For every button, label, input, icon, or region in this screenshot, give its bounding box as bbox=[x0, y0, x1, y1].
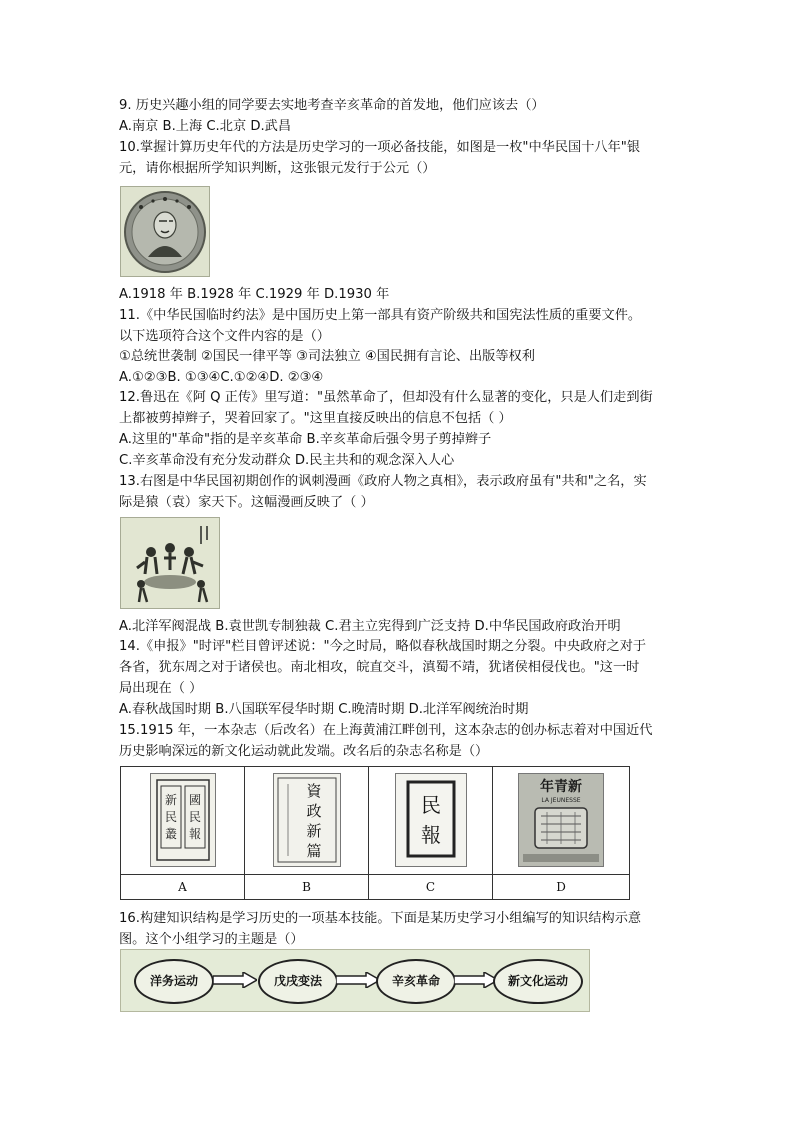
svg-text:叢: 叢 bbox=[164, 827, 177, 841]
svg-text:新: 新 bbox=[305, 822, 322, 840]
q12-stem-line2: 上都被剪掉辫子，哭着回家了。"这里直接反映出的信息不包括（ ） bbox=[119, 411, 512, 426]
magazine-cover-a bbox=[150, 773, 216, 867]
knowledge-structure-diagram bbox=[120, 949, 590, 1012]
q11-stem-line2: 以下选项符合这个文件内容的是（） bbox=[119, 329, 330, 344]
magazine-cover-d bbox=[518, 773, 604, 867]
choice-label-d: D bbox=[556, 880, 566, 894]
q13-options: A.北洋军阀混战 B.袁世凯专制独裁 C.君主立宪得到广泛支持 D.中华民国政府政治开明 bbox=[119, 619, 621, 634]
magazine-choice-a bbox=[121, 767, 245, 899]
q16-stem-line1: 16.构建知识结构是学习历史的一项基本技能。下面是某历史学习小组编写的知识结构示意 bbox=[119, 911, 642, 926]
flow-node-2: 戊戌变法 bbox=[258, 959, 338, 1004]
magazine-choice-b bbox=[245, 767, 369, 899]
choice-label-b: B bbox=[302, 880, 311, 894]
magazine-cover-c bbox=[395, 773, 467, 867]
q13-stem-line1: 13.右图是中华民国初期创作的讽刺漫画《政府人物之真相》，表示政府虽有"共和"之名，实 bbox=[119, 474, 647, 489]
q9-stem: 9. 历史兴趣小组的同学要去实地考查辛亥革命的首发地，他们应该去（） bbox=[119, 98, 545, 113]
svg-text:LA JEUNESSE: LA JEUNESSE bbox=[541, 797, 581, 804]
choice-label-a: A bbox=[178, 880, 187, 894]
svg-text:民: 民 bbox=[164, 810, 177, 824]
magazine-choices-table bbox=[120, 766, 630, 900]
q11-options: A.①②③B. ①③④C.①②④D. ②③④ bbox=[119, 370, 324, 385]
svg-text:篇: 篇 bbox=[305, 842, 322, 860]
q14-stem-line3: 局出现在（ ） bbox=[119, 681, 203, 696]
q12-options-line2: C.辛亥革命没有充分发动群众 D.民主共和的观念深入人心 bbox=[119, 453, 455, 468]
q11-items: ①总统世袭制 ②国民一律平等 ③司法独立 ④国民拥有言论、出版等权利 bbox=[119, 349, 535, 364]
flow-node-1: 洋务运动 bbox=[134, 959, 214, 1004]
q12-options-line1: A.这里的"革命"指的是辛亥革命 B.辛亥革命后强令男子剪掉辫子 bbox=[119, 432, 492, 447]
q10-stem-line2: 元，请你根据所学知识判断，这张银元发行于公元（） bbox=[119, 161, 436, 176]
q13-stem-line2: 际是猿（袁）家天下。这幅漫画反映了（ ） bbox=[119, 495, 374, 510]
q15-stem-line2: 历史影响深远的新文化运动就此发端。改名后的杂志名称是（） bbox=[119, 744, 489, 759]
flow-node-3: 辛亥革命 bbox=[376, 959, 456, 1004]
magazine-cover-b bbox=[273, 773, 341, 867]
q15-stem-line1: 15.1915 年，一本杂志（后改名）在上海黄浦江畔创刊，这本杂志的创办标志着对中国近代 bbox=[119, 723, 653, 738]
svg-text:民: 民 bbox=[188, 810, 201, 824]
q11-stem-line1: 11.《中华民国临时约法》是中国历史上第一部具有资产阶级共和国宪法性质的重要文件。 bbox=[119, 308, 642, 323]
magazine-choice-d bbox=[493, 767, 629, 899]
q14-options: A.春秋战国时期 B.八国联军侵华时期 C.晚清时期 D.北洋军阀统治时期 bbox=[119, 702, 529, 717]
svg-text:新: 新 bbox=[164, 793, 177, 807]
flow-node-4: 新文化运动 bbox=[493, 959, 583, 1004]
q14-stem-line2: 各省，犹东周之对于诸侯也。南北相攻，皖直交斗，滇蜀不靖，犹诸侯相侵伐也。"这一时 bbox=[119, 660, 640, 675]
svg-text:報: 報 bbox=[420, 823, 441, 847]
q10-stem-line1: 10.掌握计算历史年代的方法是历史学习的一项必备技能，如图是一枚"中华民国十八年"银 bbox=[119, 140, 641, 155]
arrow-right-icon bbox=[213, 972, 257, 988]
svg-text:報: 報 bbox=[188, 827, 201, 841]
svg-text:政: 政 bbox=[305, 802, 322, 820]
q10-options: A.1918 年 B.1928 年 C.1929 年 D.1930 年 bbox=[119, 287, 390, 302]
q14-stem-line1: 14.《申报》"时评"栏目曾评述说："今之时局，略似春秋战国时期之分裂。中央政府之对于 bbox=[119, 639, 647, 654]
svg-text:年青新: 年青新 bbox=[540, 779, 582, 795]
silver-coin-image bbox=[120, 186, 210, 277]
magazine-choice-c bbox=[369, 767, 493, 899]
svg-text:資: 資 bbox=[305, 782, 322, 800]
q9-options: A.南京 B.上海 C.北京 D.武昌 bbox=[119, 119, 292, 134]
arrow-right-icon bbox=[336, 972, 380, 988]
svg-text:國: 國 bbox=[188, 793, 201, 807]
q16-stem-line2: 图。这个小组学习的主题是（） bbox=[119, 932, 304, 947]
arrow-right-icon bbox=[454, 972, 498, 988]
choice-label-c: C bbox=[425, 880, 436, 894]
satirical-cartoon-image bbox=[120, 517, 220, 609]
q12-stem-line1: 12.鲁迅在《阿 Q 正传》里写道："虽然革命了，但却没有什么显著的变化，只是人们走到街 bbox=[119, 390, 653, 405]
svg-text:民: 民 bbox=[420, 793, 441, 817]
